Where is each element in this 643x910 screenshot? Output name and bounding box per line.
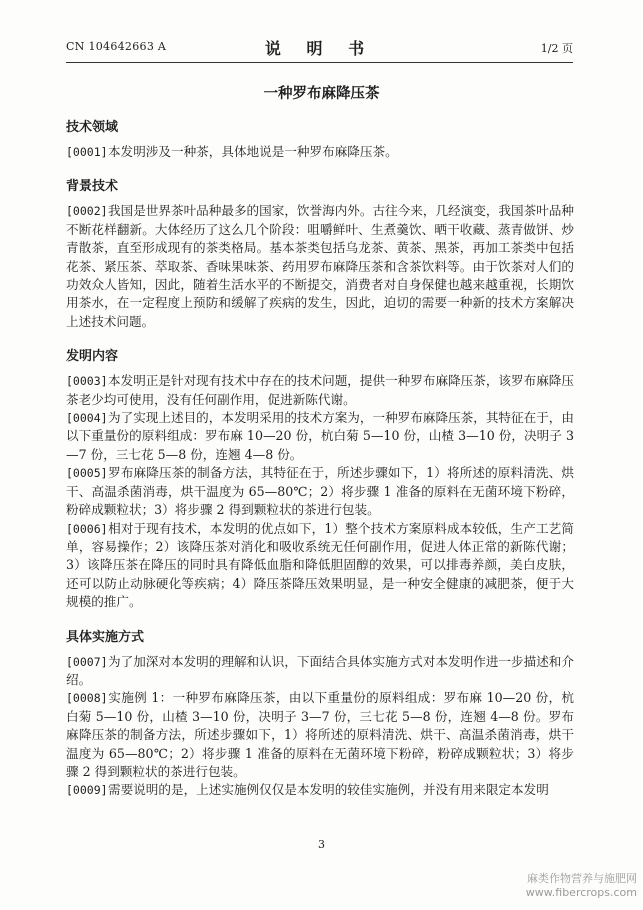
publication-number: CN 104642663 A	[66, 40, 167, 53]
section-title-background: 背景技术	[66, 179, 119, 195]
paragraph-text: 相对于现有技术，本发明的优点如下，1）整个技术方案原料成本较低，生产工艺简单，容易操作；2）该降压茶对消化和吸收系统无任何副作用，促进人体正常的新陈代谢；3）该降压茶在降压的同时具有降低血脂和降低胆固醇的效果，可以排毒养颜，美白皮肤，还可以防止动脉硬化等疾病；4）降压茶降压效果明显，是一种安全健康的减肥茶，便于大规模的推广。	[66, 520, 574, 610]
paragraph-0006	[66, 520, 574, 612]
paragraph-number: [0002]	[66, 204, 108, 219]
paragraph-0001	[66, 143, 574, 161]
paragraph-0004	[66, 409, 574, 464]
paragraph-0003	[66, 372, 574, 409]
paragraph-number: [0006]	[66, 521, 108, 536]
page-number: 3	[318, 838, 325, 851]
paragraph-0007	[66, 653, 574, 690]
paragraph-text: 本发明正是针对现有技术中存在的技术问题，提供一种罗布麻降压茶，该罗布麻降压茶老少均可使用，没有任何副作用，促进新陈代谢。	[66, 373, 574, 407]
document-title: 一种罗布麻降压茶	[263, 85, 380, 102]
paragraph-text: 为了加深对本发明的理解和认识，下面结合具体实施方式对本发明作进一步描述和介绍。	[66, 653, 574, 687]
paragraph-number: [0008]	[66, 691, 108, 706]
paragraph-text: 实施例 1：一种罗布麻降压茶，由以下重量份的原料组成：罗布麻 10—20 份，杭白菊 5—10 份，山楂 3—10 份，决明子 3—7 份，三七花 5—8 份，连翘 4—8 份。罗布麻降压茶的制备方法，所述步骤如下，1）将所述的原料清洗、烘干、高温杀菌消毒，烘干温度为 65—80℃；2）将步骤 1 准备的原料在无菌环境下粉碎，粉碎成颗粒状；3）将步骤 2 得到颗粒状的茶进行包装。	[66, 690, 574, 779]
paragraph-number: [0005]	[66, 466, 108, 481]
section-title-embodiments: 具体实施方式	[66, 629, 145, 645]
page-count: 1/2 页	[540, 42, 573, 55]
section-title-summary: 发明内容	[66, 349, 119, 365]
paragraph-number: [0003]	[66, 374, 108, 389]
paragraph-text: 需要说明的是，上述实施例仅仅是本发明的较佳实施例，并没有用来限定本发明	[108, 782, 549, 798]
document-type: 说 明 书	[264, 39, 375, 58]
header-divider	[66, 62, 573, 63]
watermark-site-name: 麻类作物营养与施肥网	[527, 872, 637, 885]
paragraph-0005	[66, 464, 574, 519]
document-body	[66, 116, 574, 800]
paragraph-number: [0007]	[66, 654, 108, 669]
paragraph-0009	[66, 781, 574, 799]
paragraph-text: 本发明涉及一种茶，具体地说是一种罗布麻降压茶。	[108, 144, 398, 159]
paragraph-number: [0009]	[66, 783, 108, 798]
paragraph-0002	[66, 202, 574, 331]
paragraph-text: 罗布麻降压茶的制备方法，其特征在于，所述步骤如下，1）将所述的原料清洗、烘干、高温杀菌消毒，烘干温度为 65—80℃；2）将步骤 1 准备的原料在无菌环境下粉碎，粉碎成颗粒状；3）将步骤 2 得到颗粒状的茶进行包装。	[66, 465, 574, 518]
paragraph-number: [0004]	[66, 411, 108, 426]
paragraph-text: 为了实现上述目的，本发明采用的技术方案为，一种罗布麻降压茶，其特征在于，由以下重量份的原料组成：罗布麻 10—20 份，杭白菊 5—10 份，山楂 3—10 份，决明子 3—7 份，三七花 5—8 份，连翘 4—8 份。	[66, 410, 574, 462]
section-title-tech-field: 技术领域	[66, 120, 119, 135]
paragraph-text: 我国是世界茶叶品种最多的国家，饮誉海内外。古往今来，几经演变，我国茶叶品种不断花样翻新。大体经历了这么几个阶段：咀嚼鲜叶、生煮羹饮、晒干收藏、蒸青做饼、炒青散茶，直至形成现有的茶类格局。基本茶类包括乌龙茶、黄茶、黑茶，再加工茶类中包括花茶、紧压茶、萃取茶、香味果味茶、药用罗布麻降压茶和含茶饮料等。由于饮茶对人们的功效众人皆知，因此，随着生活水平的不断提交，消费者对自身保健也越来越重视，长期饮用茶水，在一定程度上预防和缓解了疾病的发生，因此，迫切的需要一种新的技术方案解决上述技术问题。	[66, 203, 574, 329]
paragraph-0008	[66, 689, 574, 781]
page-header	[66, 36, 573, 58]
paragraph-number: [0001]	[66, 145, 108, 159]
watermark-url: www.fibercrops.com	[525, 886, 637, 899]
site-watermark	[526, 872, 637, 900]
